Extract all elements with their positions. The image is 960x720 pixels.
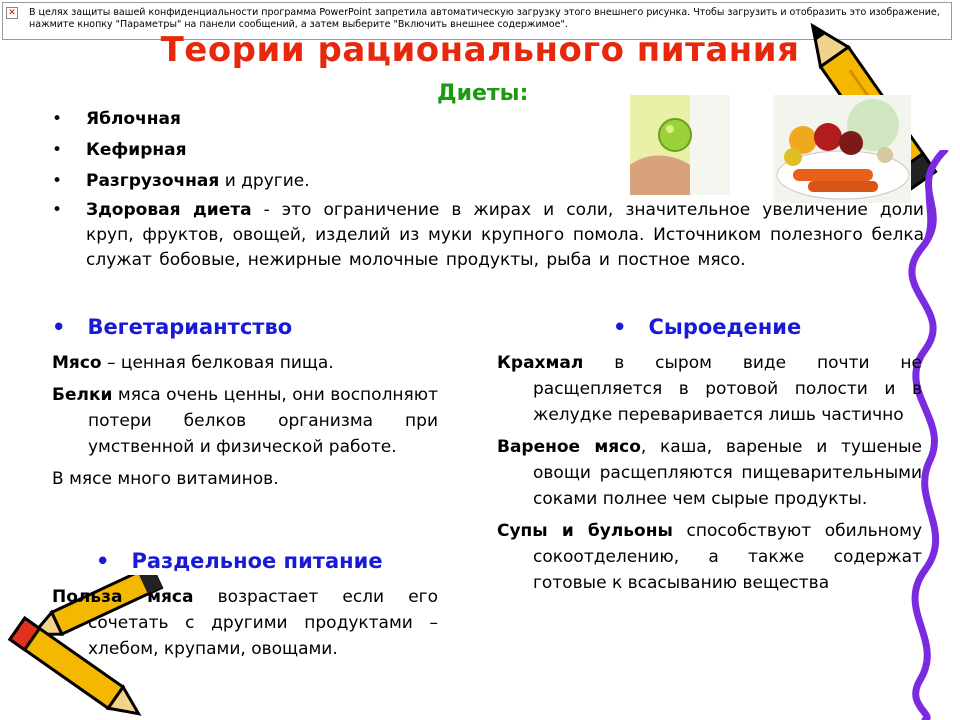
diets-subtitle: Диеты:	[437, 81, 529, 106]
vegetables-plate-photo	[773, 95, 911, 203]
healthy-diet-lead: Здоровая диета	[86, 200, 252, 220]
diet-name: Кефирная	[86, 140, 187, 160]
apple-in-hand-photo	[630, 95, 730, 195]
raw-food-heading-text: Сыроедение	[648, 315, 802, 339]
page-title: Теории рационального питания	[160, 30, 800, 70]
vegetarian-p1: Мясо – ценная белковая пища.	[52, 353, 334, 373]
bullet-icon: •	[96, 549, 110, 573]
raw-food-column	[497, 350, 922, 596]
healthy-diet-text: - это ограничение в жирах и соли, значительное увеличение доли круп, фруктов, овощей, изделий из муки крупного помола. Источником полезного белка служат бобовые, нежирные молочные продукты, рыба и постное мясо.	[86, 200, 924, 270]
bullet-icon: •	[52, 140, 63, 160]
broken-image-icon: ✕	[6, 7, 18, 19]
diet-name: Разгрузочная	[86, 171, 220, 191]
bullet-icon: •	[52, 109, 63, 129]
vegetarian-heading	[52, 315, 292, 339]
diet-name: Яблочная	[86, 109, 181, 129]
separate-heading-text: Раздельное питание	[131, 549, 383, 573]
list-item	[48, 139, 310, 170]
vegetarian-p2: Белки мяса очень ценны, они восполняют потери белков организма при умственной и физической работе.	[52, 385, 438, 457]
notice-text: В целях защиты вашей конфиденциальности программа PowerPoint запретила автоматическую загрузку этого внешнего рисунка. Чтобы загрузить и отобразить это изображение, нажмите кнопку "Параметры" на панели сообщений, а затем выберите "Включить внешнее содержимое".	[29, 7, 940, 30]
bullet-icon: •	[613, 315, 627, 339]
bullet-icon: •	[52, 200, 63, 220]
raw-p2: Вареное мясо, каша, вареные и тушеные овощи расщепляются пищеварительными соками полнее чем сырые продукты.	[497, 437, 922, 509]
diets-list	[48, 108, 310, 201]
vegetarian-column	[52, 350, 438, 492]
bullet-icon: •	[52, 171, 63, 191]
separate-heading	[96, 549, 383, 573]
healthy-diet-paragraph	[52, 198, 924, 273]
diet-rest: и другие.	[219, 171, 310, 191]
separate-p1: Польза мяса возрастает если его сочетать с другими продуктами – хлебом, крупами, овощами.	[52, 587, 438, 659]
vegetarian-heading-text: Вегетариантство	[87, 315, 293, 339]
separate-column	[52, 584, 438, 662]
raw-p1: Крахмал в сыром виде почти не расщепляется в ротовой полости и в желудке переваривается лишь частично	[497, 353, 922, 425]
raw-food-heading	[613, 315, 801, 339]
list-item	[48, 170, 310, 201]
vegetarian-p3: В мясе много витаминов.	[52, 469, 279, 489]
list-item	[48, 108, 310, 139]
raw-p3: Супы и бульоны способствуют обильному сокоотделению, а также содержат готовые к всасыванию вещества	[497, 521, 922, 593]
bullet-icon: •	[52, 315, 66, 339]
